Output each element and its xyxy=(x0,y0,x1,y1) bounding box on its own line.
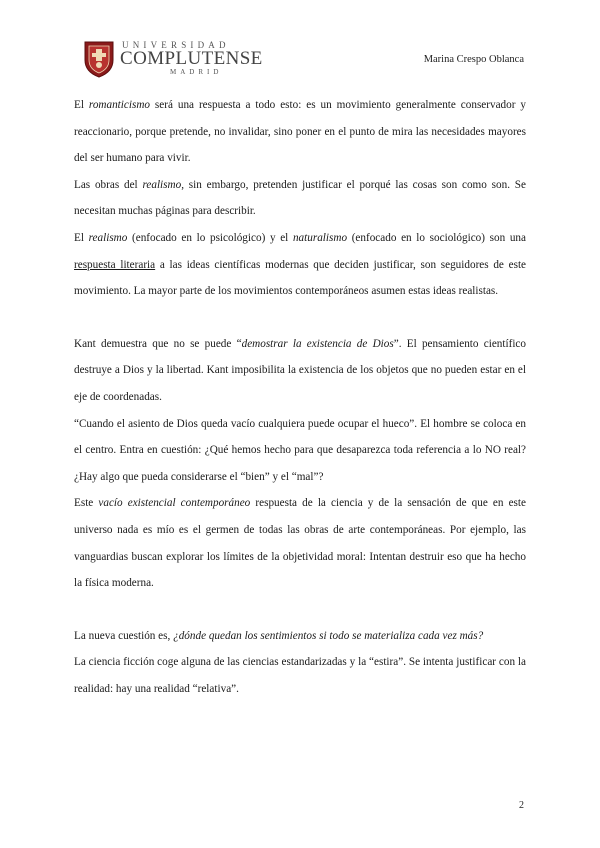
paragraph-romanticismo: El romanticismo será una respuesta a todo esto: es un movimiento generalmente conservador y reaccionario, porque pretende, no invalidar, sino poner en el punto de mira las necesidades mayores del ser humano para vivir. xyxy=(74,99,526,165)
paragraph-gap xyxy=(74,597,526,623)
paragraph-naturalismo: El realismo (enfocado en lo psicológico) y el naturalismo (enfocado en lo sociológico) son una respuesta literaria a las ideas científicas modernas que deciden justificar, son seguidores de este movimiento. La mayor parte de los movimientos contemporáneos asumen estas ideas realistas. xyxy=(74,231,527,298)
paragraph-gap xyxy=(74,305,526,331)
paragraph-ciencia-ficcion: La ciencia ficción coge alguna de las ciencias estandarizadas y la “estira”. Se intenta justificar con la realidad: hay una realidad “relativa”. xyxy=(74,656,526,695)
document-body xyxy=(74,92,526,702)
complutense-seal-icon xyxy=(82,38,116,78)
author-name: Marina Crespo Oblanca xyxy=(423,54,524,65)
university-top-label: UNIVERSIDAD xyxy=(122,40,230,50)
page-number: 2 xyxy=(519,800,524,811)
paragraph-kant: Kant demuestra que no se puede “demostrar la existencia de Dios”. El pensamiento científico destruye a Dios y la libertad. Kant imposibilita la existencia de los objetos que no pueden estar en el eje de coordenadas. xyxy=(74,337,526,403)
paragraph-realismo: Las obras del realismo, sin embargo, pretenden justificar el porqué las cosas son como son. Se necesitan muchas páginas para describir. xyxy=(74,178,526,218)
university-name: COMPLUTENSE xyxy=(120,48,263,69)
university-logo xyxy=(82,38,263,80)
paragraph-quote-dios: “Cuando el asiento de Dios queda vacío cualquiera puede ocupar el hueco”. El hombre se coloca en el centro. Entra en cuestión: ¿Qué hemos hecho para que desaparezca toda referencia a lo NO real? ¿Hay algo que pueda considerarse el “bien” y el “mal”? xyxy=(74,417,526,483)
paragraph-vacio-existencial: Este vacío existencial contemporáneo respuesta de la ciencia y de la sensación de que en este universo nada es mío es el germen de todas las obras de arte contemporáneas. Por ejemplo, las vanguardias buscan explorar los límites de la objetividad moral: Intentan destruir eso que ha hecho la física moderna. xyxy=(74,497,526,590)
page-header xyxy=(0,0,600,90)
university-city: MADRID xyxy=(170,68,223,76)
paragraph-nueva-cuestion: La nueva cuestión es, ¿dónde quedan los sentimientos si todo se materializa cada vez más? xyxy=(74,629,484,642)
